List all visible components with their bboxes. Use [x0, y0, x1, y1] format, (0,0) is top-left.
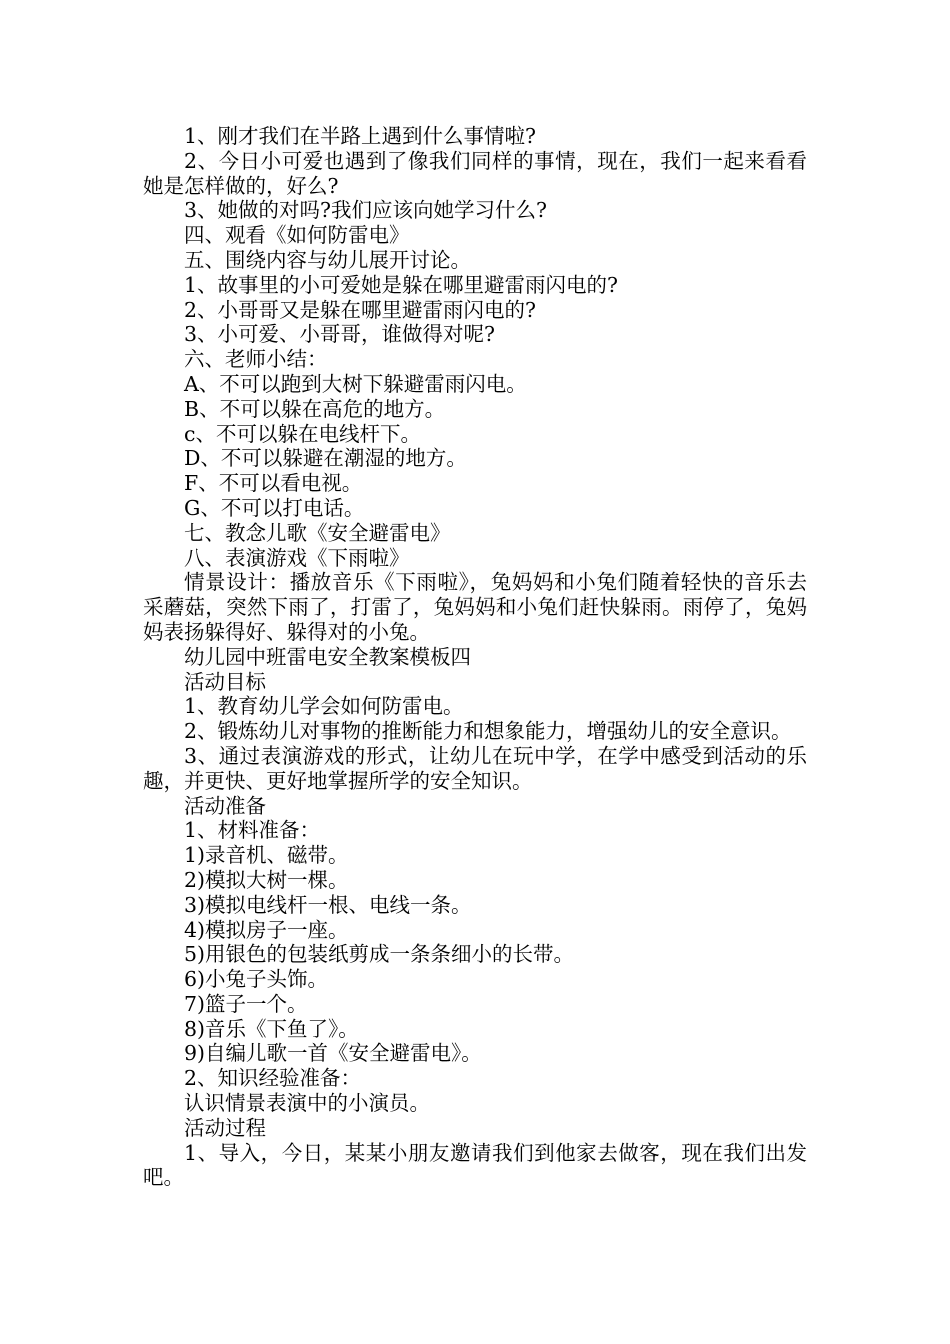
list-item: 2、今日小可爱也遇到了像我们同样的事情，现在，我们一起来看看她是怎样做的，好么? — [143, 148, 807, 198]
list-item: 3、她做的对吗?我们应该向她学习什么? — [184, 198, 548, 223]
section-heading: 活动目标 — [184, 669, 266, 694]
list-item: F、不可以看电视。 — [184, 471, 363, 496]
list-item: 1)录音机、磁带。 — [184, 843, 349, 868]
list-item: 7)篮子一个。 — [184, 991, 308, 1016]
document-title: 幼儿园中班雷电安全教案模板四 — [184, 644, 471, 669]
list-item: 1、刚才我们在半路上遇到什么事情啦? — [184, 124, 537, 148]
list-item: 3)模拟电线杆一根、电线一条。 — [184, 892, 472, 917]
document-page — [143, 124, 807, 1190]
section-heading: 六、老师小结： — [184, 347, 328, 372]
list-item: 3、通过表演游戏的形式，让幼儿在玩中学，在学中感受到活动的乐趣，并更快、更好地掌握所学的安全知识。 — [143, 743, 807, 793]
list-item: c、不可以躲在电线杆下。 — [184, 421, 421, 446]
list-item: 1、故事里的小可爱她是躲在哪里避雷雨闪电的? — [184, 272, 619, 297]
list-item: 1、导入，今日，某某小朋友邀请我们到他家去做客，现在我们出发吧。 — [143, 1140, 807, 1190]
list-item: 2、小哥哥又是躲在哪里避雷雨闪电的? — [184, 297, 537, 322]
list-item: 1、材料准备： — [184, 818, 321, 843]
list-item: 9)自编儿歌一首《安全避雷电》。 — [184, 1041, 482, 1066]
section-heading: 活动准备 — [184, 793, 266, 818]
list-item: D、不可以躲避在潮湿的地方。 — [184, 446, 467, 471]
list-item: 2、锻炼幼儿对事物的推断能力和想象能力，增强幼儿的安全意识。 — [184, 719, 792, 744]
section-heading: 四、观看《如何防雷电》 — [184, 223, 410, 248]
list-item: A、不可以跑到大树下躲避雷雨闪电。 — [184, 371, 527, 396]
section-heading: 八、表演游戏《下雨啦》 — [184, 545, 410, 570]
list-item: 2、知识经验准备： — [184, 1066, 362, 1091]
body-paragraph: 认识情景表演中的小演员。 — [184, 1091, 430, 1116]
list-item: 2)模拟大树一棵。 — [184, 867, 349, 892]
list-item: 8)音乐《下鱼了》。 — [184, 1016, 359, 1041]
list-item: G、不可以打电话。 — [184, 495, 365, 520]
body-paragraph: 情景设计：播放音乐《下雨啦》，兔妈妈和小兔们随着轻快的音乐去采蘑菇，突然下雨了，打雷了，兔妈妈和小兔们赶快躲雨。雨停了，兔妈妈表扬躲得好、躲得对的小兔。 — [143, 570, 807, 644]
section-heading: 五、围绕内容与幼儿展开讨论。 — [184, 247, 471, 272]
list-item: 5)用银色的包装纸剪成一条条细小的长带。 — [184, 942, 575, 967]
list-item: 1、教育幼儿学会如何防雷电。 — [184, 694, 464, 719]
section-heading: 七、教念儿歌《安全避雷电》 — [184, 520, 451, 545]
list-item: 6)小兔子头饰。 — [184, 967, 329, 992]
list-item: 3、小可爱、小哥哥，谁做得对呢? — [184, 322, 496, 347]
list-item: B、不可以躲在高危的地方。 — [184, 396, 446, 421]
section-heading: 活动过程 — [184, 1115, 266, 1140]
list-item: 4)模拟房子一座。 — [184, 917, 349, 942]
